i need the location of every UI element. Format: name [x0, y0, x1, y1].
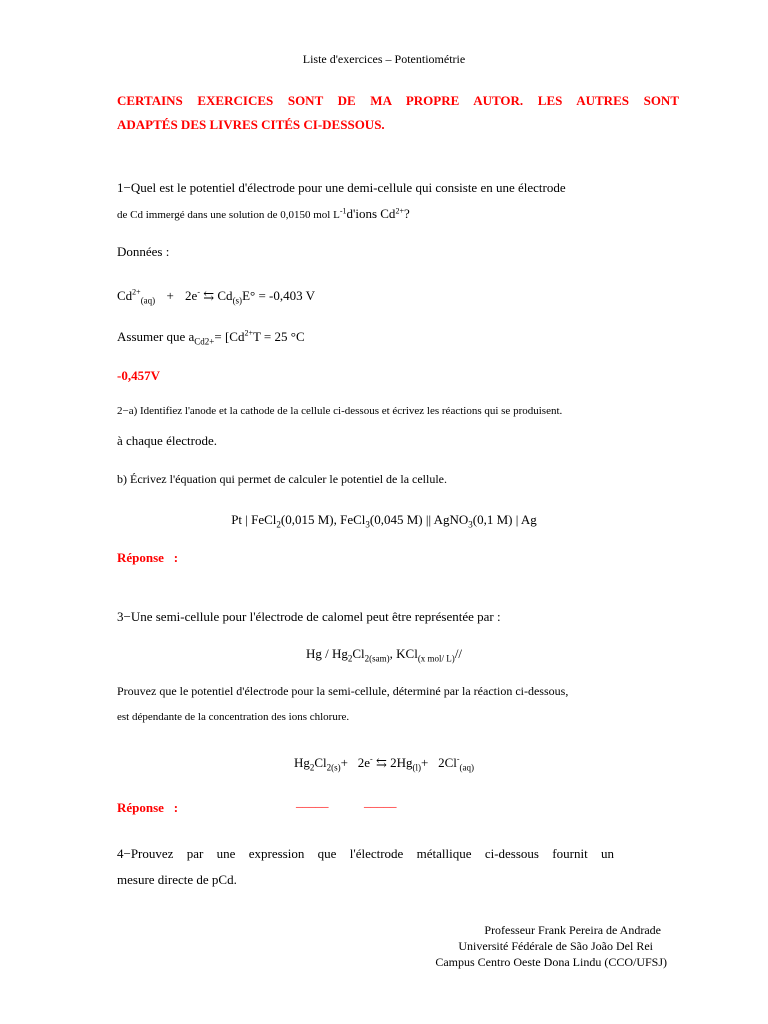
ex2-line-1: 2−a) Identifiez l'anode et la cathode de la cellule ci-dessous et écrivez les réactions qui se produisent.: [117, 405, 563, 417]
ex1-text-c: ?: [403, 206, 410, 221]
rx-sub-3: (l): [412, 762, 421, 773]
ex3-blank-1[interactable]: _____: [296, 794, 329, 809]
eq-e0: E° = -0,403 V: [242, 288, 316, 303]
notice-line-1: CERTAINS EXERCICES SONT DE MA PROPRE AUTOR. LES AUTRES SONT: [117, 93, 679, 108]
ex1-text-a: de Cd immergé dans une solution de 0,0150 mol L: [117, 209, 340, 221]
ex1-donnees: Données :: [117, 244, 170, 259]
cal-d: //: [454, 646, 463, 661]
rx-arrow-icon: ⇆: [375, 755, 387, 770]
ex1-sup-b: 2+: [395, 206, 404, 216]
eq-cd: Cd: [117, 288, 133, 303]
cal-sub-3: (x mol/ L): [417, 653, 455, 664]
ex4-line-2: mesure directe de pCd.: [117, 872, 237, 887]
ex3-blank-2[interactable]: _____: [364, 794, 397, 809]
rx-e: + 2Cl: [420, 755, 457, 770]
rx-a: Hg: [293, 755, 310, 770]
assume-sup: 2+: [244, 328, 253, 338]
notice-line-2: ADAPTÉS DES LIVRES CITÉS CI-DESSOUS.: [117, 117, 385, 132]
ex1-equation: [117, 288, 315, 304]
ex1-question-line-2: [117, 206, 410, 222]
eq-cds: Cd: [217, 288, 233, 303]
ex3-line-3: est dépendante de la concentration des ions chlorure.: [117, 711, 350, 723]
ex2-cell-notation: [0, 512, 768, 528]
rx-sub-2: 2(s): [326, 762, 341, 773]
eq-arrow-icon: ⇆: [203, 288, 215, 303]
rx-sup-1: -: [370, 754, 373, 764]
ex4-line-1: 4−Prouvez par une expression que l'électrode métallique ci-dessous fournit un: [117, 846, 614, 861]
ex2-response: Réponse :: [117, 550, 179, 565]
footer-campus: Campus Centro Oeste Dona Lindu (CCO/UFSJ): [435, 955, 667, 969]
cell-a: Pt | FeCl: [231, 512, 277, 527]
eq-cd-sub: (aq): [140, 295, 156, 306]
ex1-text-b: d'ions Cd: [346, 206, 396, 221]
assume-sub: Cd2+: [194, 336, 215, 347]
eq-2e-sup: -: [197, 287, 200, 297]
cell-c: (0,045 M) || AgNO: [369, 512, 469, 527]
cal-sub-1: 2: [347, 653, 353, 664]
cal-c: , KCl: [389, 646, 418, 661]
assume-text-c: T = 25 °C: [252, 329, 305, 344]
ex2-line-3: b) Écrivez l'équation qui permet de calculer le potentiel de la cellule.: [117, 472, 448, 486]
footer-author: Professeur Frank Pereira de Andrade: [484, 923, 661, 937]
eq-2e: 2e: [185, 288, 198, 303]
ex1-assume: [117, 329, 305, 345]
cell-sub-1: 2: [276, 519, 281, 530]
document-title: Liste d'exercices – Potentiométrie: [302, 52, 466, 66]
eq-cds-sub: (s): [232, 295, 243, 306]
ex3-line-2: Prouvez que le potentiel d'électrode pour la semi-cellule, déterminé par la réaction ci-dessous,: [117, 684, 569, 698]
rx-c: + 2e: [340, 755, 371, 770]
eq-plus: +: [166, 288, 174, 303]
cell-sub-2: 3: [365, 519, 370, 530]
ex2-line-2: à chaque électrode.: [117, 433, 217, 448]
cal-b: Cl: [352, 646, 365, 661]
cal-a: Hg / Hg: [305, 646, 348, 661]
rx-d: 2Hg: [390, 755, 413, 770]
eq-cd-sup: 2+: [132, 287, 141, 297]
rx-b: Cl: [314, 755, 327, 770]
ex1-question-line-1: 1−Quel est le potentiel d'électrode pour une demi-cellule qui consiste en une électrode: [117, 180, 566, 195]
cell-sub-3: 3: [468, 519, 473, 530]
ex1-sup-a: -1: [339, 206, 347, 216]
cell-b: (0,015 M), FeCl: [280, 512, 366, 527]
cell-d: (0,1 M) | Ag: [472, 512, 537, 527]
assume-text-a: Assumer que a: [117, 329, 195, 344]
ex3-reaction: [0, 755, 768, 771]
cal-sub-2: 2(sam): [364, 653, 390, 664]
ex3-line-1: 3−Une semi-cellule pour l'électrode de calomel peut être représentée par :: [117, 609, 501, 624]
footer-university: Université Fédérale de São João Del Rei: [458, 939, 653, 953]
rx-sup-2: -: [456, 754, 460, 764]
assume-text-b: = [Cd: [214, 329, 245, 344]
rx-sub-1: 2: [309, 762, 315, 773]
ex3-response: Réponse :: [117, 800, 179, 815]
ex1-answer: -0,457V: [117, 368, 160, 383]
ex3-calomel-notation: [0, 646, 768, 662]
rx-sub-4: (aq): [459, 762, 475, 773]
